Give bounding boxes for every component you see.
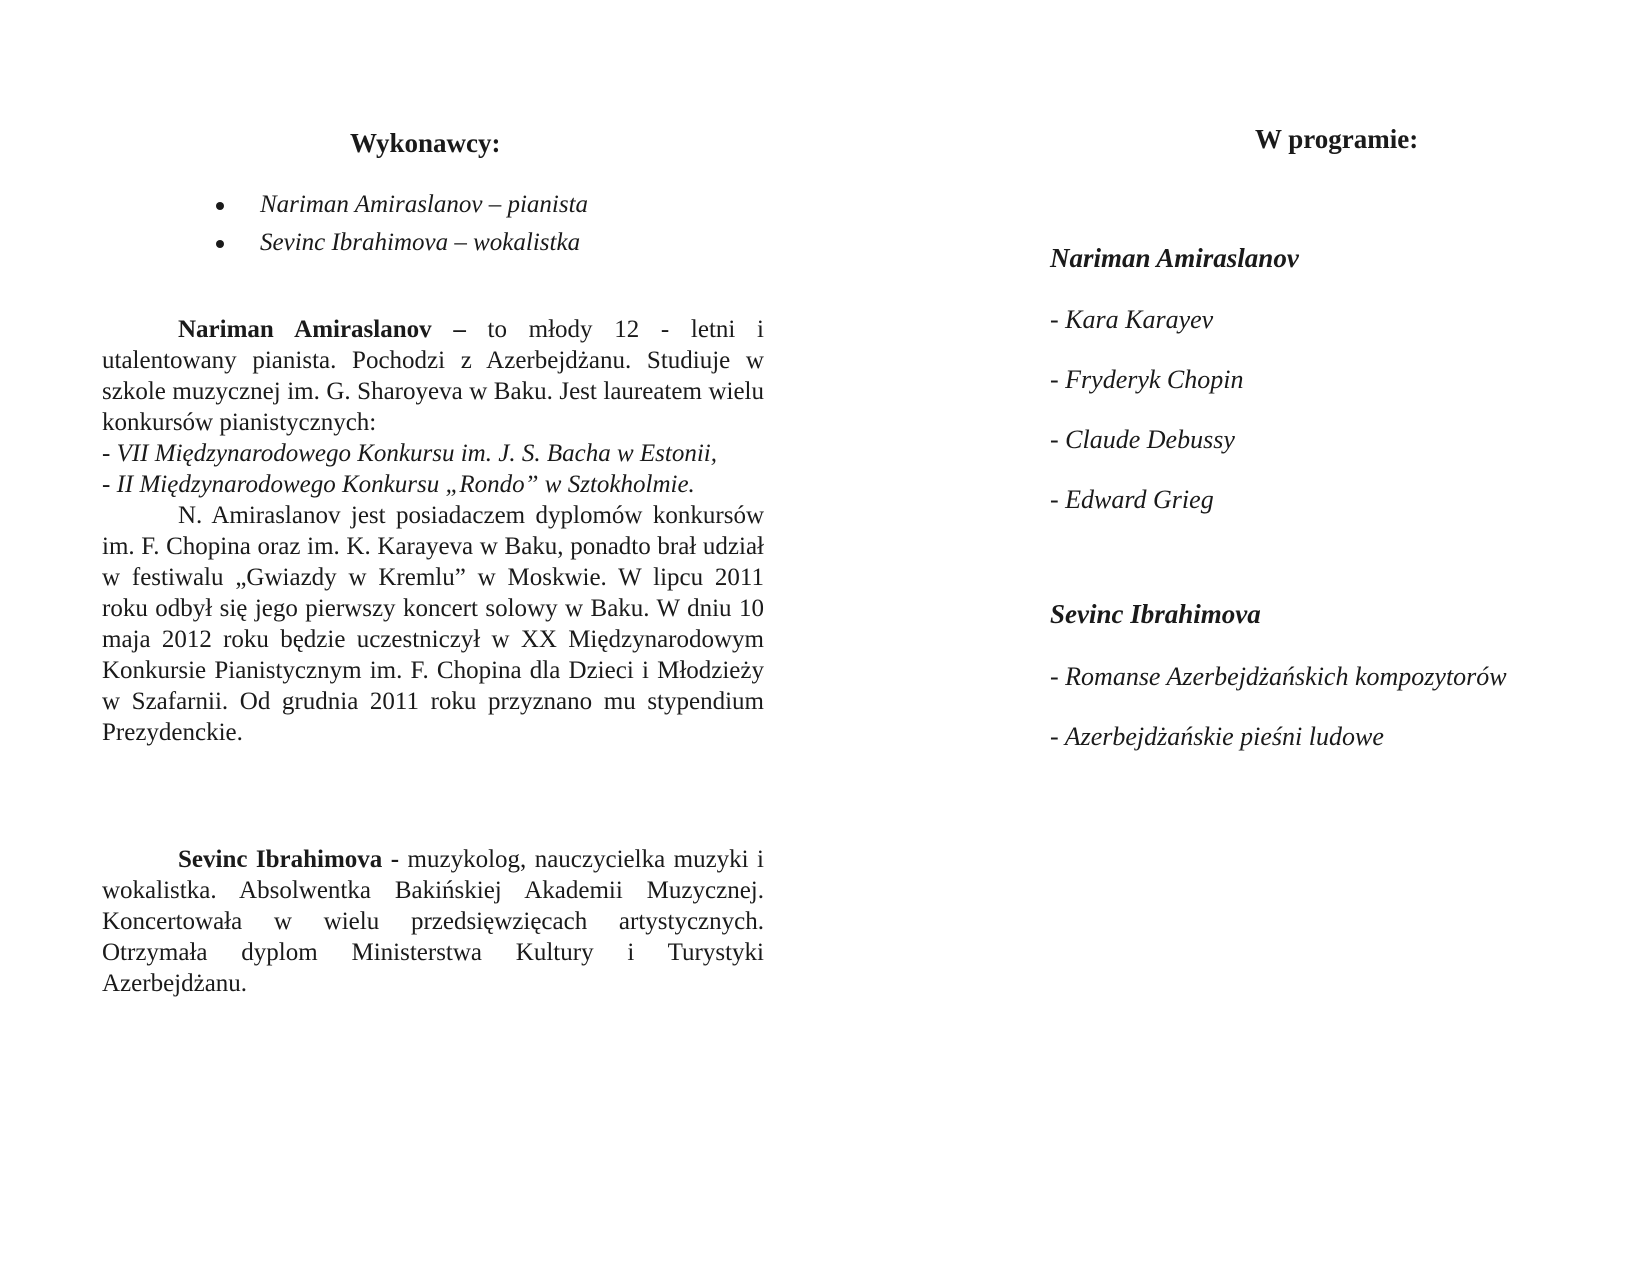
program-list [1050, 659, 1507, 779]
performer-item [216, 186, 588, 224]
bio-nariman-intro [102, 314, 764, 438]
bio-nariman-name: Nariman Amiraslanov [178, 316, 432, 343]
program-item: - Claude Debussy [1050, 425, 1235, 454]
performers-heading: Wykonawcy: [350, 128, 501, 158]
program-item: - Kara Karayev [1050, 305, 1214, 334]
program-item: - Romanse Azerbejdżańskich kompozytorów [1050, 662, 1507, 691]
bullet-icon [216, 202, 224, 210]
competition-item: - VII Międzynarodowego Konkursu im. J. S. Bacha w Estonii, [102, 440, 717, 467]
bio-sevinc-text: muzykolog, nauczycielka muzyki i wokalistka. Absolwentka Bakińskiej Akademii Muzycznej. Koncertowała w wielu przedsięwzięcach artystycznych. Otrzymała dyplom Ministerstwa Kultury i Turystyki Azerbejdżanu. [102, 846, 764, 997]
bio-sevinc-paragraph [102, 844, 764, 999]
program-item: - Edward Grieg [1050, 485, 1214, 514]
program-item: - Azerbejdżańskie pieśni ludowe [1050, 722, 1384, 751]
bio-nariman-dash: – [431, 316, 488, 343]
program-artist: Sevinc Ibrahimova [1050, 599, 1261, 629]
competition-item: - II Międzynarodowego Konkursu „Rondo” w Sztokholmie. [102, 471, 695, 498]
program-heading: W programie: [1255, 124, 1419, 154]
bio-nariman [102, 314, 764, 748]
performers-list [216, 186, 588, 262]
bio-sevinc [102, 844, 764, 999]
performer-label: Sevinc Ibrahimova – wokalistka [260, 229, 581, 256]
bio-nariman-paragraph-2: N. Amiraslanov jest posiadaczem dyplomów konkursów im. F. Chopina oraz im. K. Karayeva w Baku, ponadto brał udział w festiwalu „Gwiazdy w Kremlu” w Moskwie. W lipcu 2011 roku odbył się jego pierwszy koncert solowy w Baku. W dniu 10 maja 2012 roku będzie uczestniczył w XX Międzynarodowym Konkursie Pianistycznym im. F. Chopina dla Dzieci i Młodzieży w Szafarnii. Od grudnia 2011 roku przyznano mu stypendium Prezydenckie. [102, 502, 764, 746]
bio-sevinc-name: Sevinc Ibrahimova - [178, 846, 400, 873]
program-artist: Nariman Amiraslanov [1050, 243, 1299, 273]
bio-nariman-intro-text: to młody 12 - letni i utalentowany pianista. Pochodzi z Azerbejdżanu. Studiuje w szkole muzycznej im. G. Sharoyeva w Baku. Jest laureatem wielu konkursów pianistycznych: [102, 316, 764, 436]
performer-label: Nariman Amiraslanov – pianista [260, 191, 589, 218]
performer-item [216, 224, 588, 262]
bullet-icon [216, 240, 224, 248]
program-list [1050, 302, 1244, 542]
program-item: - Fryderyk Chopin [1050, 365, 1244, 394]
